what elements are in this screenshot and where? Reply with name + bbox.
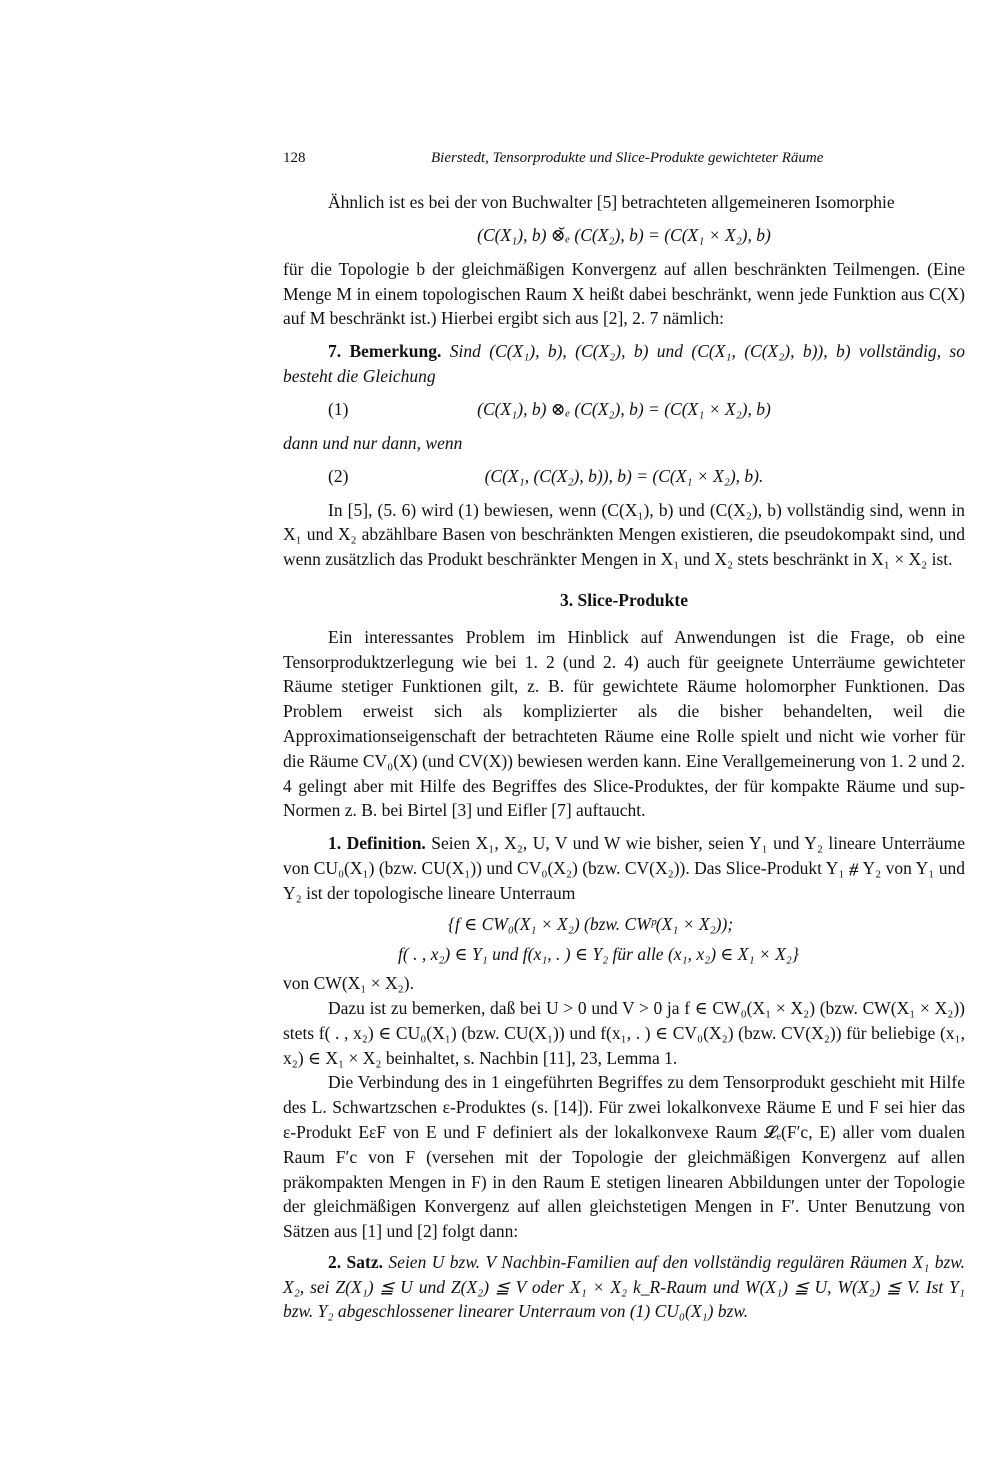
intro-line: Ähnlich ist es bei der von Buchwalter [5] betrachteten allgemeineren Isomorphie <box>328 192 895 212</box>
bemerkung-text: Sind (C(X₁), b), (C(X₂), b) und (C(X₁, (C(X₂), b)), b) vollständig, so besteht die Gleichung <box>283 341 965 386</box>
equation-2-text: (C(X₁, (C(X₂), b)), b) = (C(X₁ × X₂), b). <box>484 465 764 486</box>
definition-von: von CW(X₁ × X₂). <box>283 973 414 994</box>
satz-text: Seien U bzw. V Nachbin-Familien auf den vollständig regulären Räumen X₁ bzw. X₂, sei Z(X₁) ≦ U und Z(X₂) ≦ V oder X₁ × X₂ k_R-Raum und W(X₁) ≦ U, W(X₂) ≦ V. Ist Y₁ bzw. Y₂ abgeschlossener linearer Unterraum von (1) CU₀(X₁) bzw. <box>283 1251 966 1322</box>
verbindung-paragraph: Die Verbindung des in 1 eingeführten Begriffes zu dem Tensorprodukt geschieht mit Hilfe des L. Schwartzschen ε-Produktes (s. [14]). Für zwei lokalkonvexe Räume E und F sei hier das ε-Produkt EεF von E und F definiert als der lokalkonvexe Raum 𝓛ₑ(F′c, E) aller vom dualen Raum F′c von F (versehen mit der Topologie der gleichmäßigen Konvergenz auf allen präkompakten Mengen in F) in den Raum E stetigen linearen Abbildungen unter der Topologie der gleichmäßigen Konvergenz auf allen gleichstetigen Mengen in F′. Unter Benutzung von Sätzen aus [1] und [2] folgt dann: <box>283 1072 965 1242</box>
page-number: 128 <box>283 150 306 166</box>
dazu-paragraph: Dazu ist zu bemerken, daß bei U > 0 und V > 0 ja f ∈ CW₀(X₁ × X₂) (bzw. CW(X₁ × X₂)) stets f( . , x₂) ∈ CU₀(X₁) (bzw. CU(X₁)) und f(x₁, . ) ∈ CV₀(X₂) (bzw. CV(X₂)) für beliebige (x₁, x₂) ∈ X₁ × X₂ beinhaltet, s. Nachbin [11], 23, Lemma 1. <box>283 997 965 1068</box>
isomorphie-formula <box>283 223 965 249</box>
set-line-2: f( . , x₂) ∈ Y₁ und f(x₁, . ) ∈ Y₂ für alle (x₁, x₂) ∈ X₁ × X₂} <box>398 944 799 965</box>
page-body <box>283 190 965 1324</box>
satz-label: 2. Satz. <box>328 1251 383 1272</box>
bemerkung-after: In [5], (5. 6) wird (1) bewiesen, wenn (C(X₁), b) und (C(X₂), b) vollständig sind, wenn in X₁ und X₂ abzählbare Basen von beschränkten Mengen existieren, die pseudokompakt sind, und wenn zusätzlich das Produkt beschränkter Mengen in X₁ und X₂ stets beschränkt in X₁ × X₂ ist. <box>283 499 965 570</box>
definition-text: Seien X₁, X₂, U, V und W wie bisher, seien Y₁ und Y₂ lineare Unterräume von CU₀(X₁) (bzw. CU(X₁)) und CV₀(X₂) (bzw. CV(X₂)). Das Slice-Produkt Y₁ ⧣ Y₂ von Y₁ und Y₂ ist der topologische lineare Unterraum <box>283 833 966 903</box>
running-title: Bierstedt, Tensorprodukte und Slice-Produkte gewichteter Räume <box>431 150 824 166</box>
equation-1-number: (1) <box>328 398 349 419</box>
section-paragraph: Ein interessantes Problem im Hinblick auf Anwendungen ist die Frage, ob eine Tensorproduktzerlegung wie bei 1. 2 (und 2. 4) auch für geeignete Unterräume gewichteter Räume stetiger Funktionen gilt, z. B. für gewichtete Räume holomorpher Funktionen. Das Problem erweist sich als komplizierter als die bisher behandelten, weil die Approximationseigenschaft der betrachteten Räume eine Rolle spielt und nicht wie vorher für die Räume CV₀(X) (und CV(X)) bewiesen werden kann. Eine Verallgemeinerung von 1. 2 und 2. 4 gelingt aber mit Hilfe des Begriffes des Slice-Produktes, der für kompakte Räume und sup-Normen z. B. bei Birtel [3] und Eifler [7] auftaucht. <box>283 626 965 821</box>
bemerkung-label: 7. Bemerkung. <box>328 341 442 362</box>
satz-paragraph <box>283 1250 965 1324</box>
formula-text: (C(X₁), b) ⊗̆ₑ (C(X₂), b) = (C(X₁ × X₂), b) <box>477 224 771 245</box>
definition-label: 1. Definition. <box>328 833 426 854</box>
equation-2-number: (2) <box>328 465 349 486</box>
definition-paragraph <box>283 831 965 905</box>
intro-paragraph: für die Topologie b der gleichmäßigen Konvergenz auf allen beschränkten Teilmengen. (Eine Menge M in einem topologischen Raum X heißt dabei beschränkt, wenn jede Funktion aus C(X) auf M beschränkt ist.) Hierbei ergibt sich aus [2], 2. 7 nämlich: <box>283 258 965 329</box>
bemerkung-paragraph <box>283 339 965 389</box>
bemerkung-middle: dann und nur dann, wenn <box>283 432 463 453</box>
section-heading: 3. Slice-Produkte <box>559 589 688 610</box>
set-line-1: {f ∈ CW₀(X₁ × X₂) (bzw. CWᵖ(X₁ × X₂)); <box>448 913 734 934</box>
equation-1 <box>283 397 965 423</box>
equation-2 <box>283 464 965 490</box>
equation-1-text: (C(X₁), b) ⊗ₑ (C(X₂), b) = (C(X₁ × X₂), b) <box>477 398 771 419</box>
